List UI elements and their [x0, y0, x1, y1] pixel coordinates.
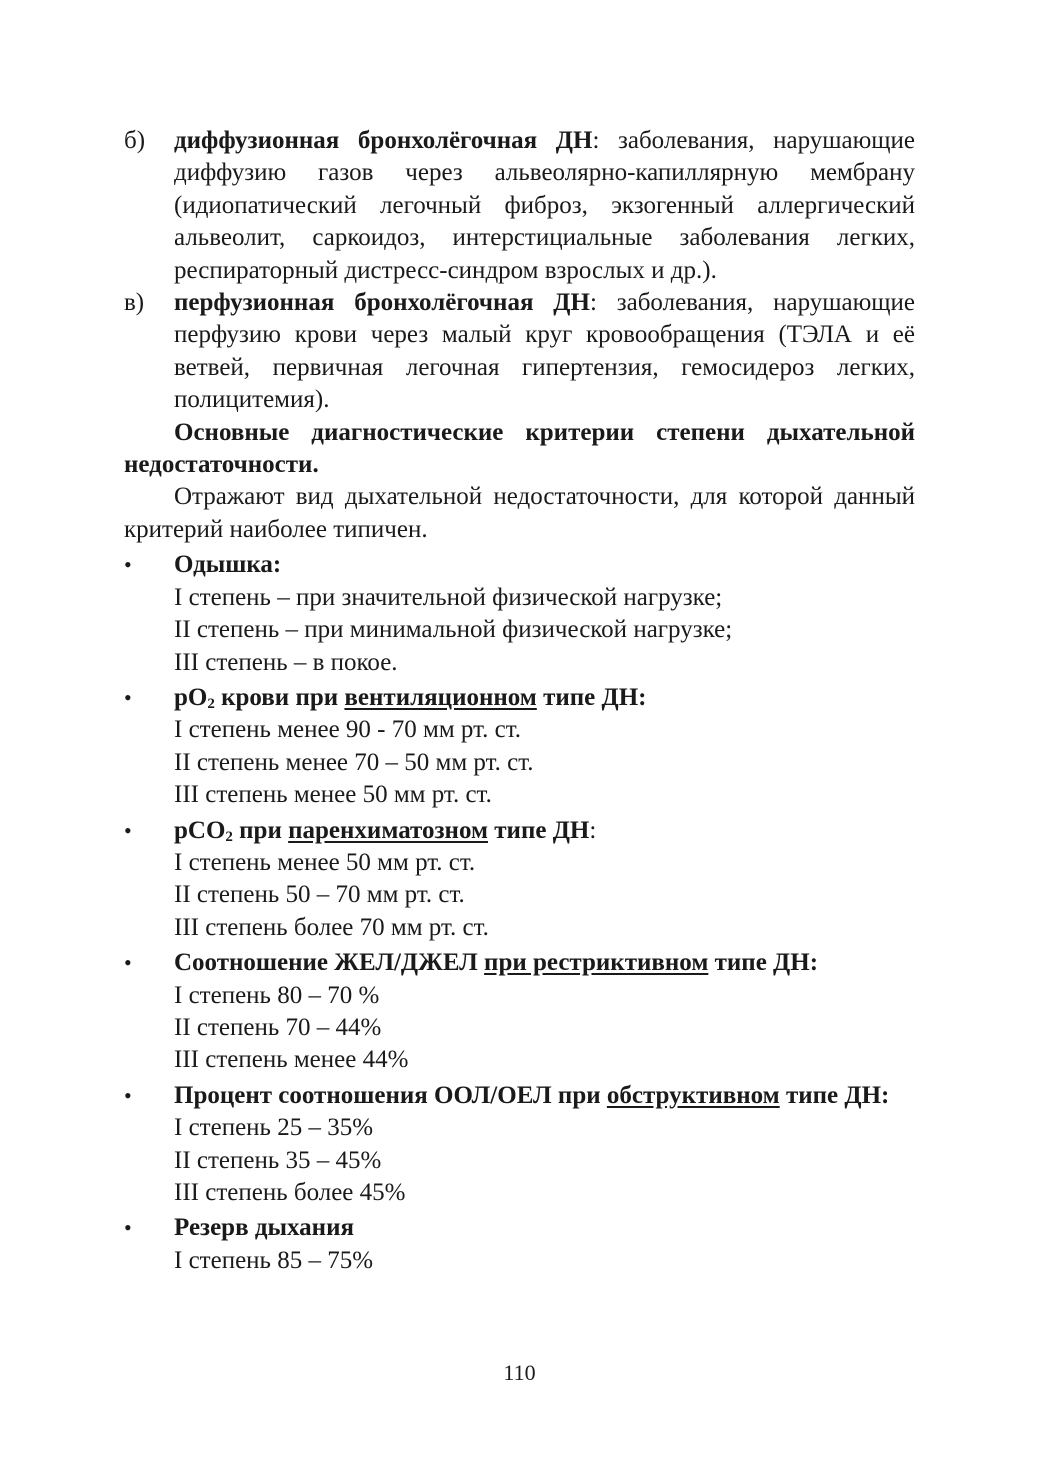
criterion-line: III степень менее 50 мм рт. ст. — [174, 781, 492, 809]
item-term: диффузионная бронхолёгочная ДН — [174, 127, 593, 154]
list-item-b — [124, 125, 915, 287]
criterion-line: I степень 25 – 35% — [174, 1114, 374, 1142]
bullet-icon: • — [124, 1215, 132, 1241]
criterion-title: Соотношение ЖЕЛ/ДЖЕЛ при рестриктивном типе ДН: — [174, 949, 819, 977]
criterion-line: I степень – при значительной физической нагрузке; — [174, 583, 723, 611]
criterion-line: III степень более 70 мм рт. ст. — [174, 913, 489, 941]
criterion-line: I степень менее 90 - 70 мм рт. ст. — [174, 716, 522, 744]
criterion-line: I степень менее 50 мм рт. ст. — [174, 848, 476, 876]
bullet-icon: • — [124, 684, 132, 710]
criterion-line: I степень 80 – 70 % — [174, 981, 380, 1009]
criterion-pco2 — [124, 815, 915, 945]
item-text: : заболевания, нарушающие перфузию крови через малый круг кровообращения (ТЭЛА и её ветвей, первичная легочная гипертензия, гемосидероз легких, полицитемия). — [174, 289, 915, 414]
bullet-icon: • — [124, 817, 132, 843]
criterion-line: II степень – при минимальной физической нагрузке; — [174, 616, 733, 644]
text-column — [124, 125, 915, 1277]
list-marker: в) — [124, 289, 145, 317]
criterion-line: III степень менее 44% — [174, 1046, 409, 1074]
criterion-line: II степень 35 – 45% — [174, 1146, 382, 1174]
item-term: перфузионная бронхолёгочная ДН — [174, 289, 590, 317]
criterion-vc-ratio — [124, 947, 915, 1077]
page-number: 110 — [503, 1360, 536, 1385]
criterion-title: Резерв дыхания — [174, 1214, 355, 1242]
item-text: : заболевания, нарушающие диффузию газов через альвеолярно-капиллярную мембрану (идиопатический легочный фиброз, экзогенный аллергический альвеолит, саркоидоз, интерстициальные заболевания легких, респираторный дистресс-синдром взрослых и др.). — [174, 127, 915, 284]
criterion-line: II степень 70 – 44% — [174, 1013, 382, 1041]
criterion-po2 — [124, 682, 915, 812]
criterion-dyspnea — [124, 549, 915, 679]
bullet-icon: • — [124, 1082, 132, 1108]
list-item-v — [124, 287, 915, 417]
criterion-breathing-reserve — [124, 1212, 915, 1277]
criterion-line: II степень 50 – 70 мм рт. ст. — [174, 881, 465, 909]
criterion-line: I степень 85 – 75% — [174, 1246, 374, 1274]
criterion-line: III степень – в покое. — [174, 648, 398, 676]
criterion-title: Одышка: — [174, 551, 282, 579]
intro-paragraph: Отражают вид дыхательной недостаточности, для которой данный критерий наиболее типичен. — [124, 483, 915, 543]
bullet-icon: • — [124, 950, 132, 976]
bullet-icon: • — [124, 552, 132, 578]
criterion-line: II степень менее 70 – 50 мм рт. ст. — [174, 748, 534, 776]
criterion-title: $pO_2$ крови при вентиляционном типе ДН: — [174, 683, 647, 712]
section-heading: Основные диагностические критерии степени дыхательной недостаточности. — [124, 418, 915, 479]
criterion-rv-tlc-ratio — [124, 1080, 915, 1210]
criterion-title: pCO$_2$ при паренхиматозном типе ДН: — [174, 816, 597, 845]
list-marker: б) — [124, 127, 146, 154]
criterion-title: Процент соотношения ООЛ/ОЕЛ при обструктивном типе ДН: — [174, 1081, 890, 1109]
criterion-line: III степень более 45% — [174, 1179, 406, 1206]
